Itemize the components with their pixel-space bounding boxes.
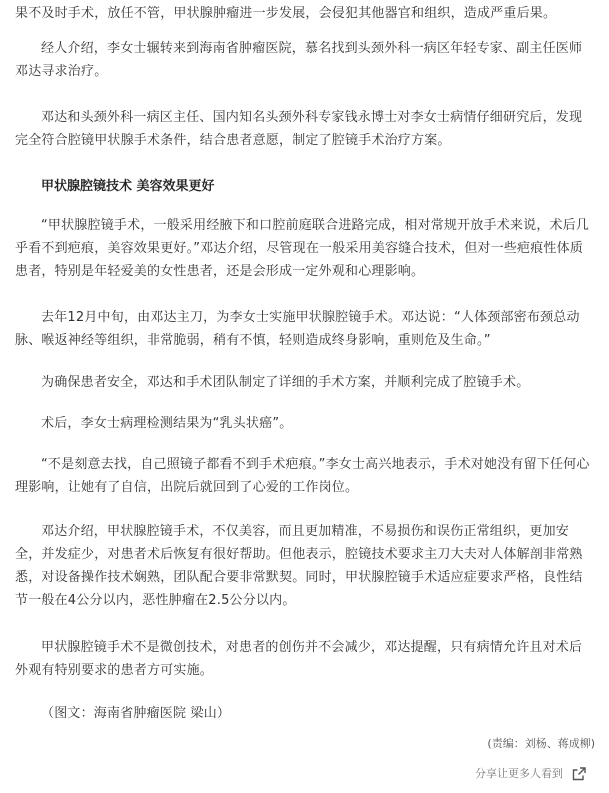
article-paragraph: “甲状腺腔镜手术，一般采用经腋下和口腔前庭联合进路完成，相对常规开放手术来说，术后几乎看不到疤痕，美容效果更好。”邓达介绍，尽管现在一般采用美容缝合技术，但对一些疤痕性体质患者，特别是年轻爱美的女性患者，还是会形成一定外观和心理影响。 [15,218,590,279]
article-paragraph: 邓达和头颈外科一病区主任、国内知名头颈外科专家钱永博士对李女士病情仔细研究后，发现完全符合腔镜甲状腺手术条件，结合患者意愿，制定了腔镜手术治疗方案。 [15,110,583,148]
article-paragraph: 邓达介绍，甲状腺腔镜手术，不仅美容，而且更加精准，不易损伤和误伤正常组织，更加安全，并发症少，对患者术后恢复有很好帮助。但他表示，腔镜技术要求主刀大夫对人体解剖非常熟悉，对设备操作技术娴熟，团队配合要非常默契。同时，甲状腺腔镜手术适应症要求严格，良性结节一般在4公分以内，恶性肿瘤在2.5公分以内。 [15,524,583,608]
article-paragraph: “不是刻意去找，自己照镜子都看不到手术疤痕。”李女士高兴地表示，手术对她没有留下任何心理影响，让她有了自信，出院后就回到了心爱的工作岗位。 [15,457,590,495]
share-icon[interactable] [571,766,587,782]
article-paragraph: 甲状腺腔镜手术不是微创技术，对患者的创伤并不会减少，邓达提醒，只有病情允许且对术后外观有特别要求的患者方可实施。 [15,640,583,678]
share-bar[interactable] [475,766,587,782]
share-label[interactable]: 分享让更多人看到 [475,767,563,780]
article-paragraph: 术后，李女士病理检测结果为“乳头状癌”。 [41,416,293,431]
section-subheading: 甲状腺腔镜技术 美容效果更好 [41,179,215,194]
editor-credit: (责编：刘杨、蒋成柳) [487,737,595,750]
article-paragraph: 去年12月中旬，由邓达主刀，为李女士实施甲状腺腔镜手术。邓达说：“人体颈部密布颈总动脉、喉返神经等组织，非常脆弱，稍有不慎，轻则造成终身影响，重则危及生命。” [15,310,580,348]
photo-credit: （图文：海南省肿瘤医院 梁山） [41,706,231,721]
article-paragraph: 果不及时手术，放任不管，甲状腺肿瘤进一步发展，会侵犯其他器官和组织，造成严重后果。 [15,6,557,21]
article-paragraph: 经人介绍，李女士辗转来到海南省肿瘤医院，慕名找到头颈外科一病区年轻专家、副主任医师邓达寻求治疗。 [15,41,583,79]
article-paragraph: 为确保患者安全，邓达和手术团队制定了详细的手术方案，并顺利完成了腔镜手术。 [41,375,530,390]
